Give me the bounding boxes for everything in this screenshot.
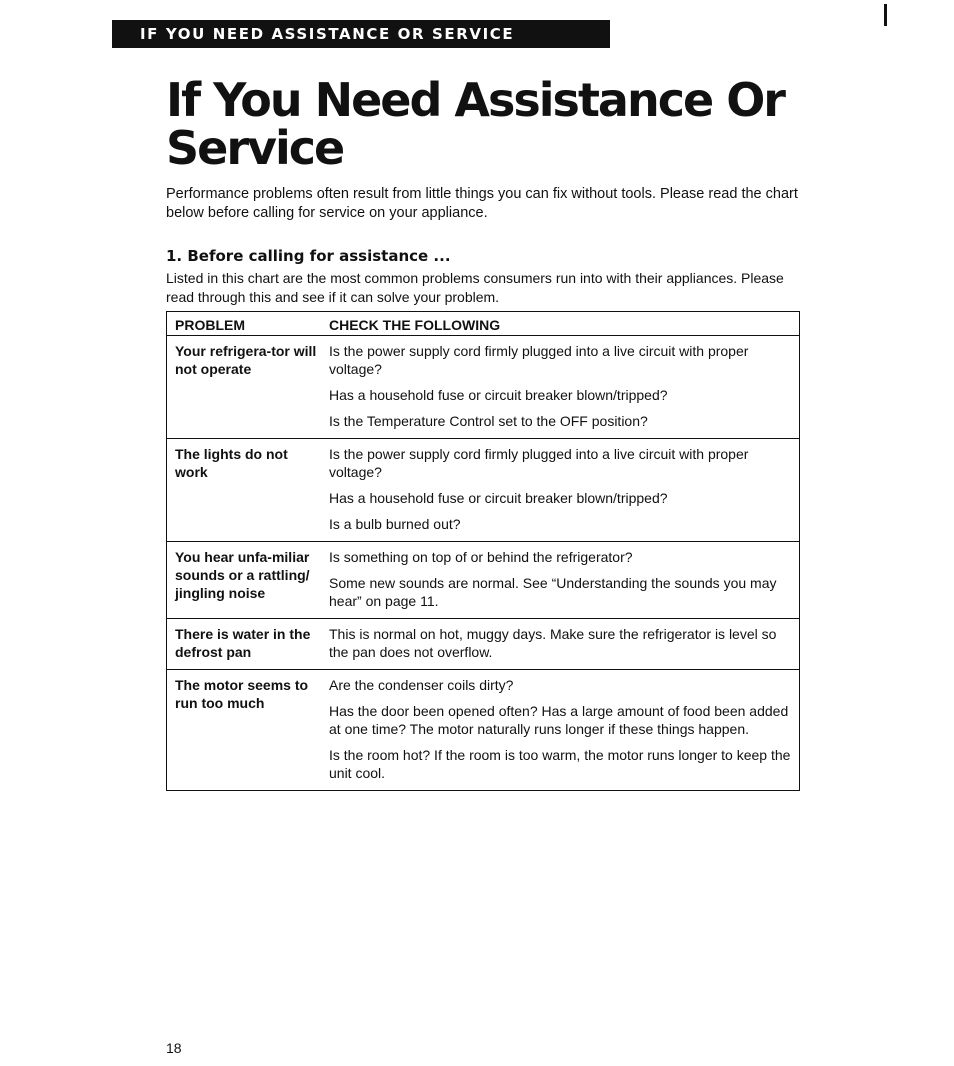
problem-cell: The lights do not work xyxy=(167,439,322,542)
checks-cell xyxy=(321,542,800,619)
section-description: Listed in this chart are the most common problems consumers run into with their appliances. Please read through this and see if it can solve your problem. xyxy=(166,270,784,305)
table-row xyxy=(167,336,800,439)
column-header-problem: PROBLEM xyxy=(167,312,322,336)
check-item: Is the room hot? If the room is too warm, the motor runs longer to keep the unit cool. xyxy=(329,747,791,781)
intro-paragraph: Performance problems often result from little things you can fix without tools. Please read the chart below before calling for service on your appliance. xyxy=(166,186,798,221)
page-title xyxy=(166,73,784,175)
checks-cell xyxy=(321,439,800,542)
check-item: Is something on top of or behind the refrigerator? xyxy=(329,549,633,565)
table-row xyxy=(167,670,800,791)
table-header-row xyxy=(167,312,800,336)
checks-cell xyxy=(321,670,800,791)
check-item: Has a household fuse or circuit breaker blown/tripped? xyxy=(329,490,668,506)
page-title-line-2: Service xyxy=(166,121,344,175)
check-item: Has a household fuse or circuit breaker blown/tripped? xyxy=(329,387,668,403)
check-item: Are the condenser coils dirty? xyxy=(329,677,514,693)
check-item: This is normal on hot, muggy days. Make sure the refrigerator is level so the pan does not overflow. xyxy=(329,626,777,660)
section-heading: 1. Before calling for assistance ... xyxy=(166,247,451,265)
check-item: Is the power supply cord firmly plugged into a live circuit with proper voltage? xyxy=(329,446,749,480)
checks-cell xyxy=(321,336,800,439)
table-row xyxy=(167,619,800,670)
problem-cell: Your refrigera-tor will not operate xyxy=(167,336,322,439)
check-item: Is a bulb burned out? xyxy=(329,516,461,532)
table-row xyxy=(167,439,800,542)
troubleshooting-table xyxy=(166,311,800,791)
page-number: 18 xyxy=(166,1040,182,1056)
check-item: Is the Temperature Control set to the OFF position? xyxy=(329,413,648,429)
edge-mark xyxy=(884,4,887,26)
check-item: Is the power supply cord firmly plugged into a live circuit with proper voltage? xyxy=(329,343,749,377)
problem-cell: You hear unfa-miliar sounds or a rattling/ jingling noise xyxy=(167,542,322,619)
problem-cell: The motor seems to run too much xyxy=(167,670,322,791)
check-item: Some new sounds are normal. See “Understanding the sounds you may hear” on page 11. xyxy=(329,575,777,609)
table-row xyxy=(167,542,800,619)
page-title-line-1: If You Need Assistance Or xyxy=(166,73,784,127)
column-header-check: CHECK THE FOLLOWING xyxy=(321,312,800,336)
problem-cell: There is water in the defrost pan xyxy=(167,619,322,670)
checks-cell xyxy=(321,619,800,670)
section-banner: IF YOU NEED ASSISTANCE OR SERVICE xyxy=(112,20,610,48)
check-item: Has the door been opened often? Has a large amount of food been added at one time? The motor naturally runs longer if these things happen. xyxy=(329,703,789,737)
